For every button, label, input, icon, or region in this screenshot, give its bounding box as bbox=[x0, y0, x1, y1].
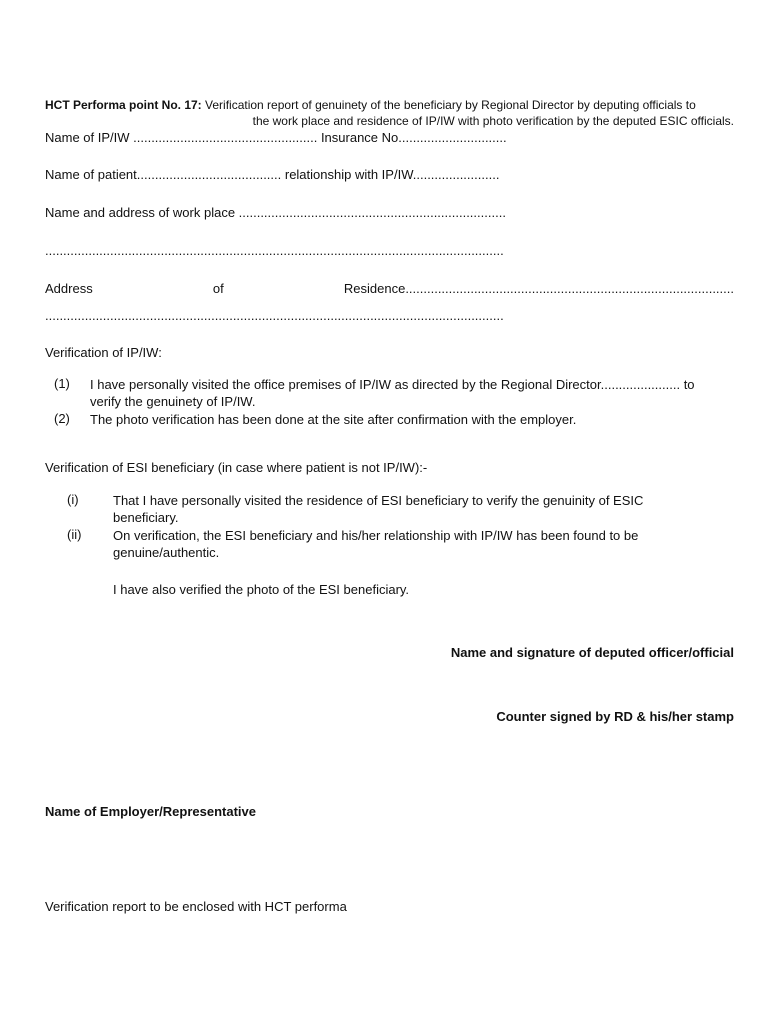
header-label: HCT Performa point No. 17: bbox=[45, 98, 202, 112]
footer-note: Verification report to be enclosed with HCT performa bbox=[45, 899, 347, 914]
esi-item-1-line2: beneficiary. bbox=[113, 510, 179, 525]
residence-label-address: Address bbox=[45, 281, 93, 296]
counter-signed-label: Counter signed by RD & his/her stamp bbox=[496, 709, 734, 724]
verification-ipiw-heading: Verification of IP/IW: bbox=[45, 345, 162, 360]
esi-photo-note: I have also verified the photo of the ESI beneficiary. bbox=[113, 582, 410, 597]
work-place-continuation: ............................................................................................................................... bbox=[45, 243, 504, 258]
residence-field bbox=[45, 281, 734, 297]
name-ipiw-field: Name of IP/IW ................................................... Insurance No.............................. bbox=[45, 130, 507, 145]
ipiw-item-1-line1: I have personally visited the office premises of IP/IW as directed by the Regional Director...................... to bbox=[90, 377, 695, 392]
esi-item-2-number: (ii) bbox=[67, 527, 82, 542]
esi-item-2-line2: genuine/authentic. bbox=[113, 545, 220, 560]
esi-item-1 bbox=[113, 492, 734, 526]
header-text-1: Verification report of genuinety of the beneficiary by Regional Director by deputing officials to bbox=[201, 98, 696, 112]
employer-representative-label: Name of Employer/Representative bbox=[45, 804, 256, 819]
ipiw-item-1-line2: verify the genuinety of IP/IW. bbox=[90, 394, 256, 409]
ipiw-item-2-number: (2) bbox=[54, 411, 70, 426]
esi-item-2 bbox=[113, 527, 734, 561]
residence-label-residence: Residence........................................................................................... bbox=[343, 281, 734, 296]
ipiw-item-1-number: (1) bbox=[54, 376, 70, 391]
deputed-officer-signature-label: Name and signature of deputed officer/official bbox=[450, 645, 734, 660]
ipiw-item-2-line1: The photo verification has been done at the site after confirmation with the employer. bbox=[90, 412, 577, 427]
verification-esi-heading: Verification of ESI beneficiary (in case where patient is not IP/IW):- bbox=[45, 460, 428, 475]
header-line-1 bbox=[45, 97, 696, 113]
esi-item-2-line1: On verification, the ESI beneficiary and his/her relationship with IP/IW has been found to be bbox=[113, 528, 639, 543]
name-patient-field: Name of patient........................................ relationship with IP/IW........................ bbox=[45, 167, 500, 182]
header-line-2: the work place and residence of IP/IW with photo verification by the deputed ESIC officials. bbox=[252, 114, 734, 128]
residence-continuation: ............................................................................................................................... bbox=[45, 308, 504, 323]
esi-item-1-number: (i) bbox=[67, 492, 79, 507]
ipiw-item-2 bbox=[90, 411, 734, 428]
residence-label-of: of bbox=[212, 281, 224, 296]
ipiw-item-1 bbox=[90, 376, 734, 410]
esi-item-1-line1: That I have personally visited the residence of ESI beneficiary to verify the genuinity of ESIC bbox=[113, 493, 644, 508]
work-place-field: Name and address of work place .......................................................................... bbox=[45, 205, 506, 220]
